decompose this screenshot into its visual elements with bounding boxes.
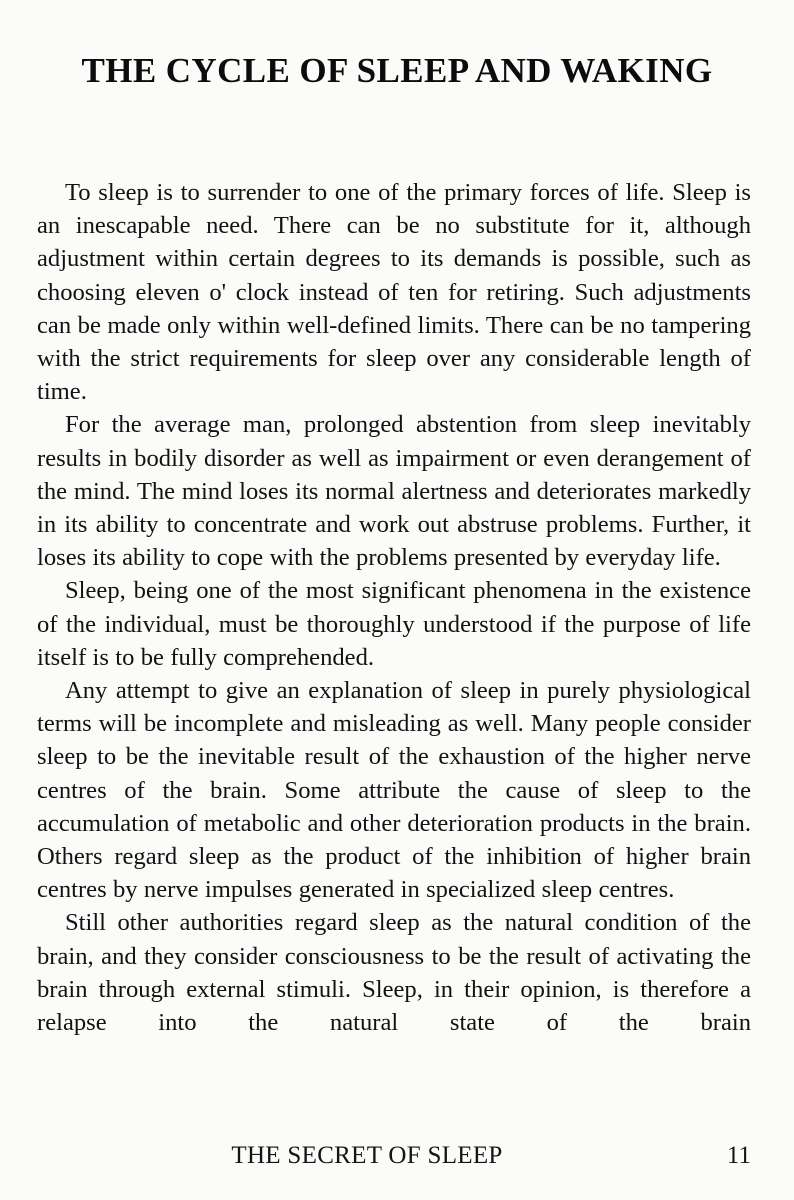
page-footer	[37, 1140, 751, 1180]
paragraph: Still other authorities regard sleep as the natural condition of the brain, and they consider consciousness to be the result of activating the brain through external stimuli. Sleep, in their opinion, is therefore a relapse into the natural state of the brain	[37, 909, 751, 1037]
paragraph: To sleep is to surrender to one of the primary forces of life. Sleep is an inescapable need. There can be no substitute for it, although adjustment within certain degrees to its demands is possible, such as choosing eleven o' clock instead of ten for retiring. Such adjustments can be made only within well-defined limits. There can be no tampering with the strict requirements for sleep over any considerable length of time.	[37, 179, 751, 406]
paragraph: Sleep, being one of the most significant phenomena in the existence of the individual, must be thoroughly understood if the purpose of life itself is to be fully comprehended.	[37, 577, 751, 671]
paragraph: For the average man, prolonged abstention from sleep inevitably results in bodily disorder as well as impairment or even derangement of the mind. The mind loses its normal alertness and deteriorates markedly in its ability to concentrate and work out abstruse problems. Further, it loses its ability to cope with the problems presented by everyday life.	[37, 411, 751, 572]
page-title: THE CYCLE OF SLEEP AND WAKING	[81, 51, 713, 91]
footer-running-title: THE SECRET OF SLEEP	[231, 1142, 503, 1169]
paragraph: Any attempt to give an explanation of sleep in purely physiological terms will be incomplete and misleading as well. Many people consider sleep to be the inevitable result of the exhaustion of the higher nerve centres of the brain. Some attribute the cause of sleep to the accumulation of metabolic and other deterioration products in the brain. Others regard sleep as the product of the inhibition of higher brain centres by nerve impulses generated in specialized sleep centres.	[37, 677, 751, 904]
body-text-column	[37, 176, 751, 1039]
page-number: 11	[726, 1142, 751, 1169]
